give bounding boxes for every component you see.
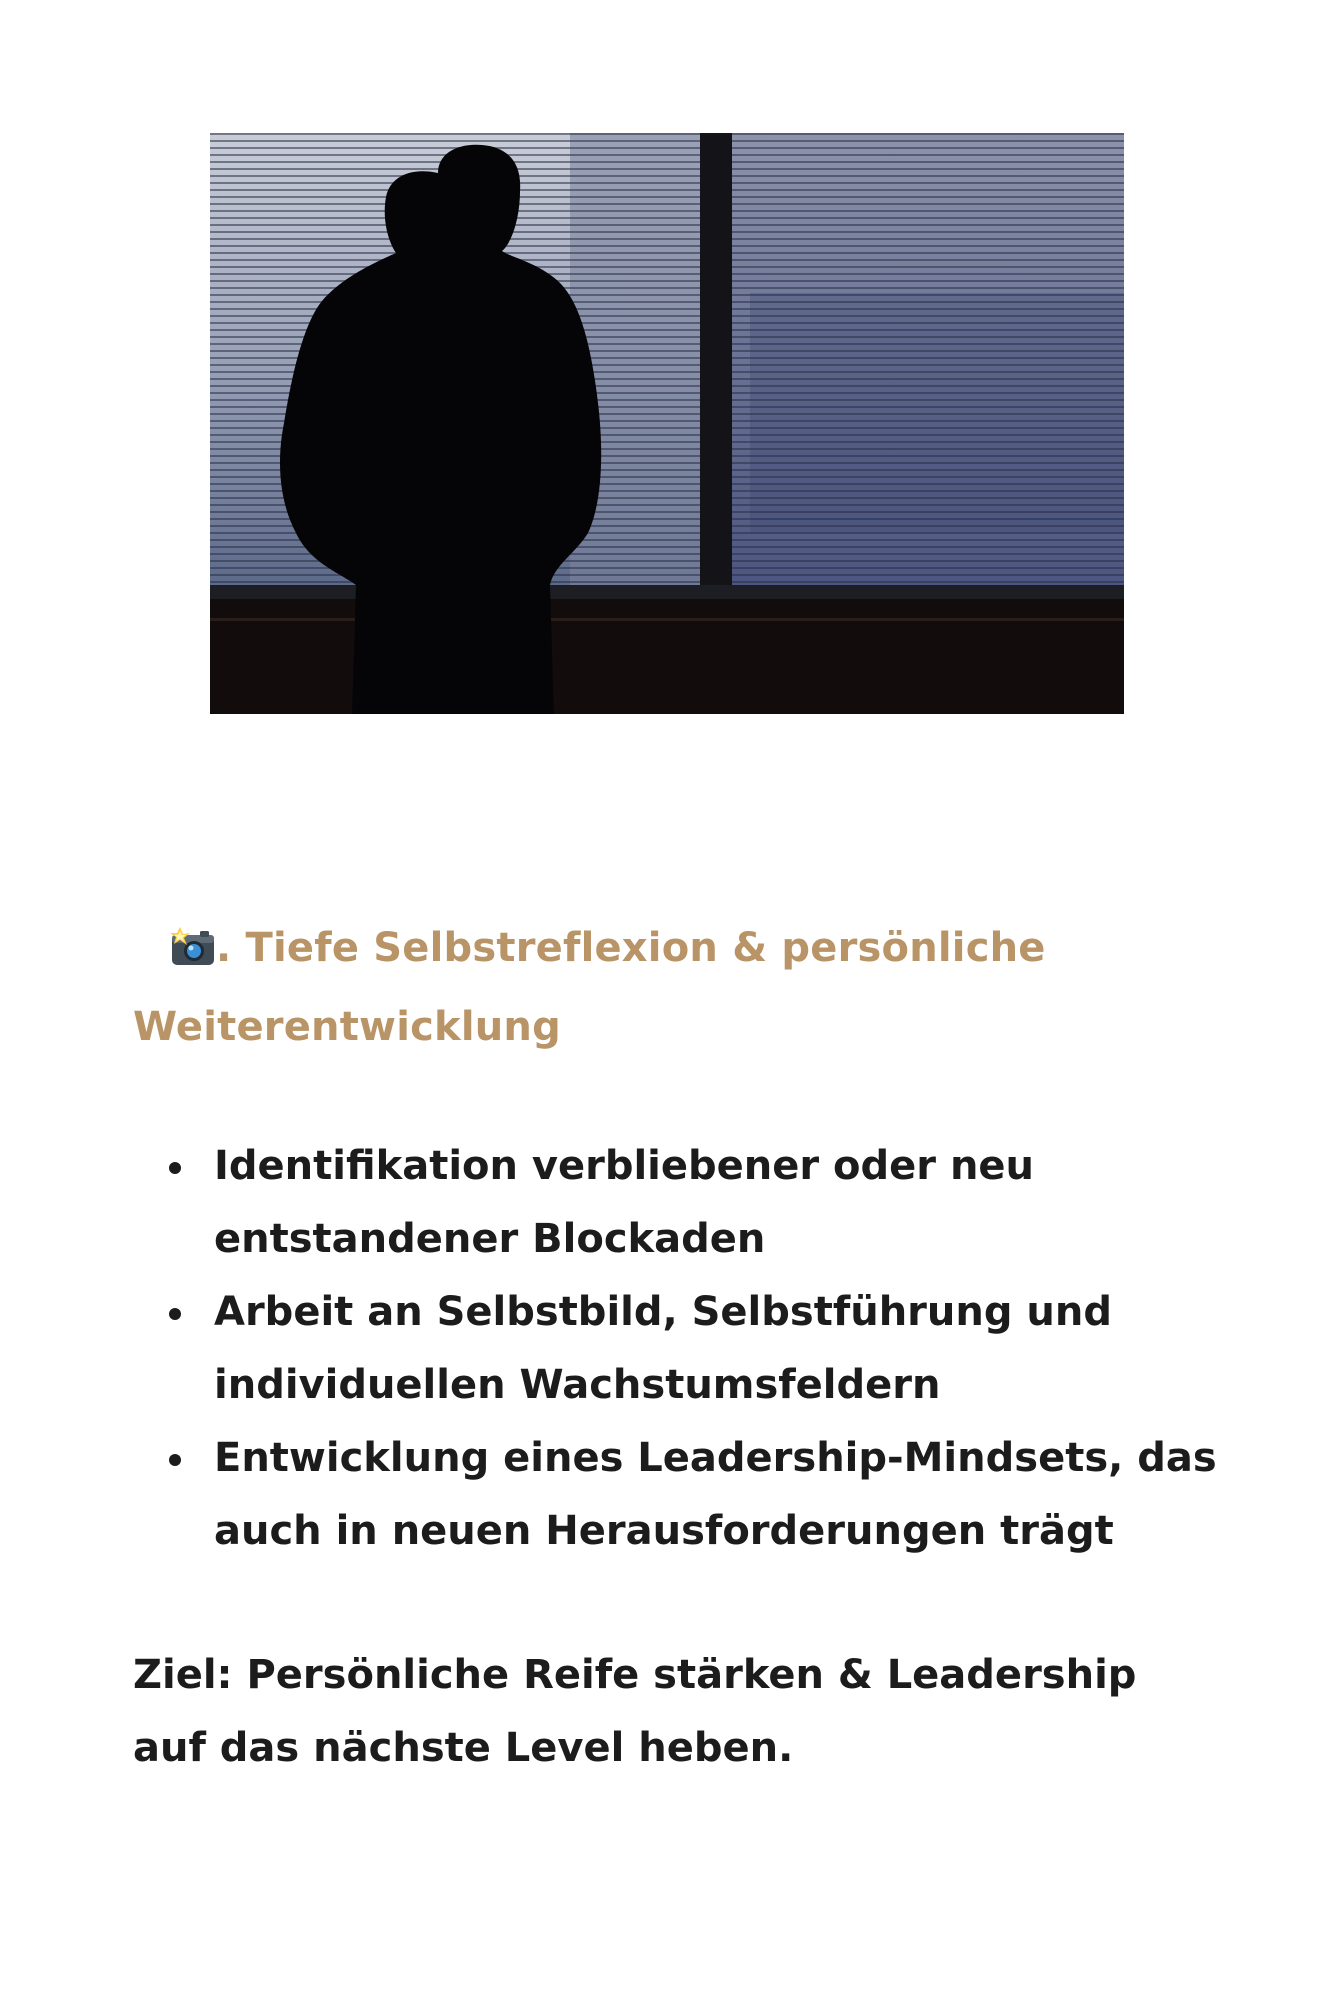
- goal-statement: Ziel: Persönliche Reife stärken & Leadership auf das nächste Level heben.: [133, 1652, 1137, 1771]
- list-item: Entwicklung eines Leadership-Mindsets, das auch in neuen Herausforderungen trägt: [214, 1422, 1314, 1568]
- man-at-window-photo: [210, 133, 1124, 714]
- camera-flash-icon: [170, 918, 216, 991]
- bullet-list: [133, 1130, 1314, 1568]
- list-item: Arbeit an Selbstbild, Selbstführung und individuellen Wachstumsfeldern: [214, 1276, 1314, 1422]
- list-item: Identifikation verbliebener oder neu entstandener Blockaden: [214, 1130, 1314, 1276]
- section-heading-text: . Tiefe Selbstreflexion & persönliche Weiterentwicklung: [133, 925, 1046, 1050]
- section-heading: [133, 912, 1213, 1064]
